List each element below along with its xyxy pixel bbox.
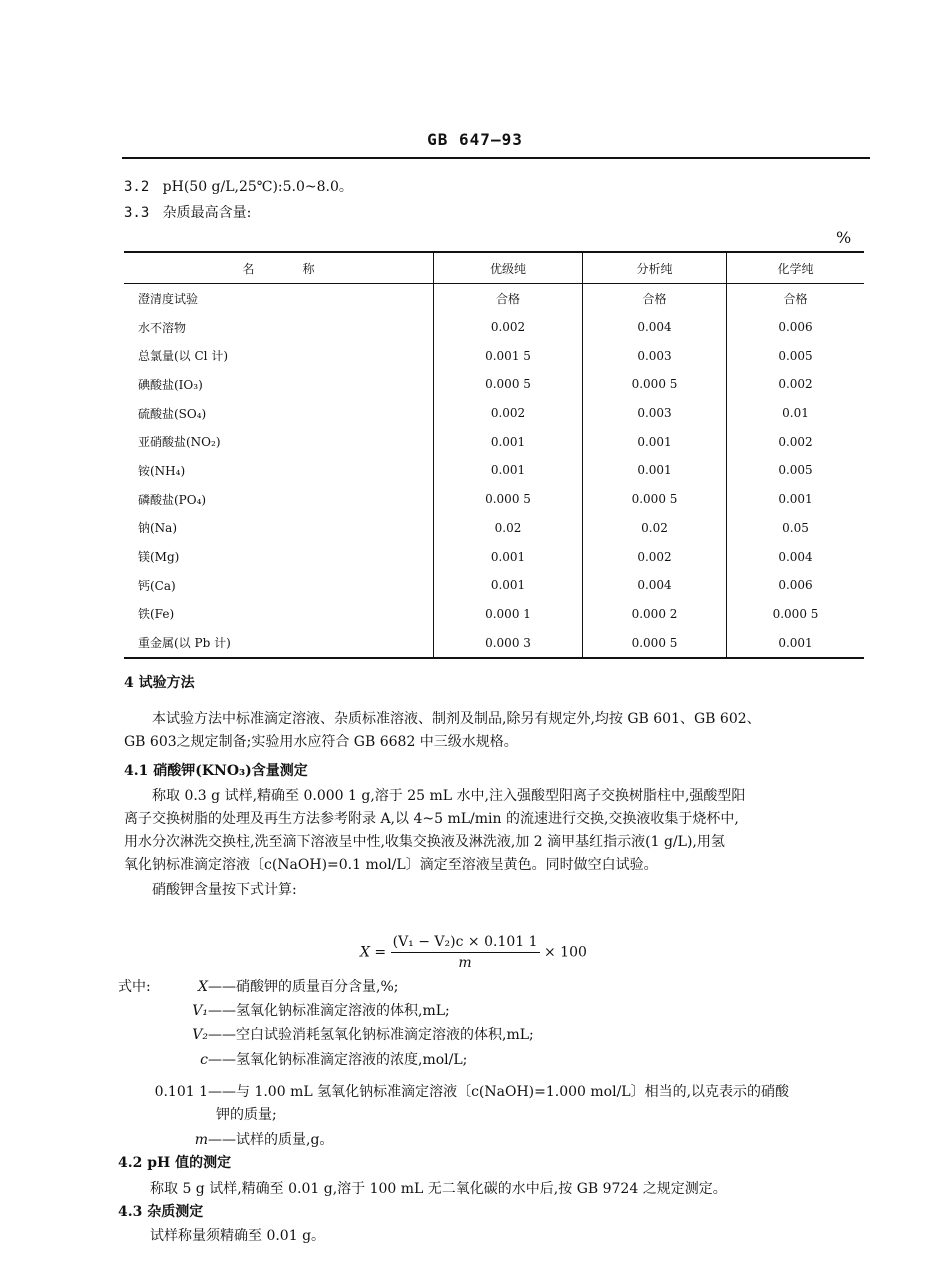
section-4-2-title: 4.2 pH 值的测定 — [118, 1155, 232, 1171]
table-cell-value: 0.003 — [583, 399, 727, 428]
table-row — [124, 542, 864, 571]
definition-text: ——氢氧化钠标准滴定溶液的体积,mL; — [208, 1003, 450, 1019]
table-header-ar: 分析纯 — [583, 252, 727, 284]
table-cell-value: 0.000 1 — [434, 600, 583, 629]
formula-rhs: × 100 — [543, 944, 587, 961]
section-3-3-number: 3.3 — [124, 205, 150, 221]
table-cell-value: 合格 — [727, 284, 865, 313]
table-row — [124, 399, 864, 428]
table-row — [124, 600, 864, 629]
table-header-name: 名 称 — [124, 252, 434, 284]
table-cell-name: 水不溶物 — [138, 320, 187, 335]
table-cell-value: 0.005 — [727, 341, 865, 370]
section-4-1-line5: 硝酸钾含量按下式计算: — [152, 882, 297, 898]
table-cell-value: 0.02 — [434, 514, 583, 543]
document-header: GB 647—93 — [427, 130, 523, 149]
section-3-2-number: 3.2 — [124, 179, 150, 195]
table-cell-value: 0.006 — [727, 313, 865, 342]
section-3-3 — [124, 202, 251, 222]
table-cell-value: 0.002 — [727, 427, 865, 456]
table-cell-name: 重金属(以 Pb 计) — [124, 628, 434, 658]
section-4-title: 4 试验方法 — [124, 675, 195, 691]
table-cell-value: 0.001 — [583, 427, 727, 456]
table-cell-value: 0.000 2 — [583, 600, 727, 629]
table-body — [124, 284, 864, 658]
section-3-2 — [124, 176, 353, 196]
table-cell-value: 0.004 — [583, 571, 727, 600]
table-cell-value: 0.002 — [434, 313, 583, 342]
definition-text: ——空白试验消耗氢氧化钠标准滴定溶液的体积,mL; — [208, 1027, 534, 1043]
table-cell-name: 硫酸盐(SO₄) — [138, 406, 207, 421]
content-formula — [360, 934, 587, 971]
section-4-para-line2: GB 603之规定制备;实验用水应符合 GB 6682 中三级水规格。 — [124, 734, 518, 750]
table-cell-value: 0.02 — [583, 514, 727, 543]
definition-text: ——硝酸钾的质量百分含量,%; — [208, 979, 399, 995]
table-cell-value: 0.001 — [727, 485, 865, 514]
section-4-3-title: 4.3 杂质测定 — [118, 1204, 204, 1220]
table-cell-name: 澄清度试验 — [138, 291, 199, 306]
table-cell-value: 0.001 — [434, 542, 583, 571]
table-cell-name: 镁(Mg) — [138, 550, 180, 565]
table-cell-value: 0.001 — [434, 571, 583, 600]
table-cell-value: 0.003 — [583, 341, 727, 370]
impurity-spec-table — [124, 251, 864, 659]
definition-text: ——氢氧化钠标准滴定溶液的浓度,mol/L; — [208, 1052, 468, 1068]
table-header-gr: 优级纯 — [434, 252, 583, 284]
table-row — [124, 284, 864, 313]
table-row — [124, 370, 864, 399]
definition-symbol: 0.101 1 — [154, 1084, 208, 1100]
table-cell-name: 铵(NH₄) — [138, 463, 186, 478]
section-3-3-text: 杂质最高含量: — [162, 205, 252, 221]
table-cell-value: 0.004 — [727, 542, 865, 571]
table-cell-value: 0.000 5 — [583, 485, 727, 514]
where-label: 式中: — [118, 979, 151, 995]
table-cell-value: 0.000 3 — [434, 628, 583, 658]
table-row — [124, 313, 864, 342]
definition-text: ——与 1.00 mL 氢氧化钠标准滴定溶液〔c(NaOH)=1.000 mol/L〕相当的,以克表示的硝酸 — [208, 1084, 790, 1100]
table-cell-value: 0.005 — [727, 456, 865, 485]
table-cell-value: 0.002 — [583, 542, 727, 571]
section-3-2-text: pH(50 g/L,25℃):5.0~8.0。 — [162, 179, 353, 195]
definition-symbol: V₁ — [192, 1003, 208, 1019]
table-row — [124, 571, 864, 600]
table-header-row — [124, 252, 864, 284]
table-row — [124, 514, 864, 543]
definition-text: 钾的质量; — [216, 1107, 277, 1123]
table-cell-name: 亚硝酸盐(NO₂) — [138, 435, 221, 450]
definition-symbol: m — [194, 1132, 208, 1148]
definition-symbol: X — [198, 979, 208, 995]
table-cell-value: 合格 — [434, 284, 583, 313]
table-cell-value: 0.001 — [727, 628, 865, 658]
table-cell-name: 总氯量(以 Cl 计) — [138, 349, 229, 364]
table-cell-name: 铁(Fe) — [138, 607, 175, 622]
section-4-1-line4: 氧化钠标准滴定溶液〔c(NaOH)=0.1 mol/L〕滴定至溶液呈黄色。同时做空白试验。 — [124, 857, 658, 873]
table-cell-value: 0.000 5 — [583, 370, 727, 399]
formula-lhs: X = — [360, 944, 387, 961]
table-cell-value: 合格 — [583, 284, 727, 313]
section-4-2-line1: 称取 5 g 试样,精确至 0.01 g,溶于 100 mL 无二氧化碳的水中后,按 GB 9724 之规定测定。 — [150, 1181, 727, 1197]
table-cell-name: 钙(Ca) — [138, 578, 176, 593]
table-cell-value: 0.000 5 — [583, 628, 727, 658]
table-cell-value: 0.000 5 — [434, 485, 583, 514]
table-row — [124, 485, 864, 514]
table-cell-value: 0.002 — [727, 370, 865, 399]
table-cell-name: 碘酸盐(IO₃) — [138, 377, 203, 392]
table-cell-value: 0.000 5 — [727, 600, 865, 629]
table-cell-value: 0.01 — [727, 399, 865, 428]
table-cell-value: 0.001 5 — [434, 341, 583, 370]
table-cell-name: 磷酸盐(PO₄) — [138, 492, 207, 507]
section-4-1-title: 4.1 硝酸钾(KNO₃)含量测定 — [124, 763, 308, 779]
section-4-para-line1: 本试验方法中标准滴定溶液、杂质标准溶液、制剂及制品,除另有规定外,均按 GB 601、GB 602、 — [152, 711, 761, 727]
table-cell-value: 0.001 — [434, 427, 583, 456]
table-row — [124, 427, 864, 456]
table-row — [124, 341, 864, 370]
section-4-3-line1: 试样称量须精确至 0.01 g。 — [150, 1228, 326, 1244]
table-unit-label: % — [836, 228, 852, 247]
table-cell-name: 钠(Na) — [138, 521, 178, 536]
definition-text: ——试样的质量,g。 — [208, 1132, 334, 1148]
table-cell-value: 0.006 — [727, 571, 865, 600]
definition-symbol: c — [200, 1052, 208, 1068]
section-4-1-line2: 离子交换树脂的处理及再生方法参考附录 A,以 4~5 mL/min 的流速进行交换,交换液收集于烧杯中, — [124, 811, 739, 827]
table-header-cp: 化学纯 — [727, 252, 865, 284]
table-row — [124, 628, 864, 658]
formula-denominator: m — [458, 955, 472, 971]
header-rule — [122, 157, 870, 159]
table-cell-value: 0.05 — [727, 514, 865, 543]
table-cell-value: 0.001 — [434, 456, 583, 485]
formula-fraction — [391, 934, 540, 971]
formula-numerator: (V₁ − V₂)c × 0.101 1 — [391, 934, 540, 953]
section-4-1-line3: 用水分次淋洗交换柱,洗至滴下溶液呈中性,收集交换液及淋洗液,加 2 滴甲基红指示液(1 g/L),用氢 — [124, 834, 725, 850]
table-cell-value: 0.004 — [583, 313, 727, 342]
definition-symbol: V₂ — [192, 1027, 208, 1043]
table-row — [124, 456, 864, 485]
table-cell-value: 0.001 — [583, 456, 727, 485]
table-cell-value: 0.002 — [434, 399, 583, 428]
table-cell-value: 0.000 5 — [434, 370, 583, 399]
section-4-1-line1: 称取 0.3 g 试样,精确至 0.000 1 g,溶于 25 mL 水中,注入强酸型阳离子交换树脂柱中,强酸型阳 — [152, 788, 746, 804]
